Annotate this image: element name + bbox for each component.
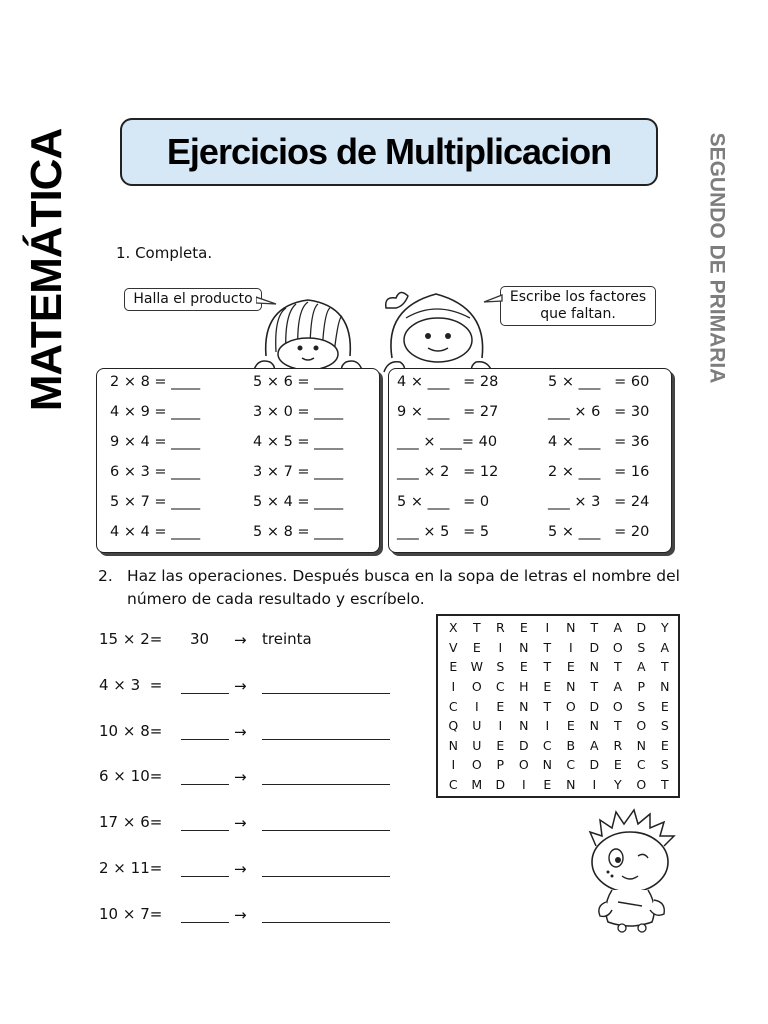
word-search-letter[interactable]: Y — [660, 620, 669, 636]
word-search-letter[interactable]: W — [470, 659, 483, 675]
word-search-letter[interactable]: T — [543, 698, 552, 714]
factor-exercise-right-4: 2 × ___ = 16 — [548, 464, 650, 480]
word-search-letter[interactable]: E — [496, 698, 505, 714]
word-search-letter[interactable]: V — [449, 639, 458, 655]
word-search-letter[interactable]: N — [636, 737, 646, 753]
word-search-letter[interactable]: E — [496, 737, 505, 753]
product-exercise-right-5: 5 × 4 = ____ — [253, 494, 344, 510]
arrow-right-icon: → — [234, 860, 247, 878]
side-label-grade — [694, 132, 738, 384]
operation-text: 10 × 7= — [99, 904, 163, 923]
word-search-letter[interactable]: T — [472, 620, 481, 636]
word-search-letter[interactable]: T — [660, 777, 669, 793]
product-exercise-right-3: 4 × 5 = ____ — [253, 434, 344, 450]
word-search-letter[interactable]: O — [612, 698, 623, 714]
word-search-letter[interactable]: C — [542, 737, 552, 753]
word-search-letter[interactable]: S — [660, 718, 669, 734]
factor-exercise-right-6: 5 × ___ = 20 — [548, 524, 650, 540]
word-search-letter[interactable]: E — [519, 659, 528, 675]
word-search-letter[interactable]: N — [448, 737, 458, 753]
result-blank[interactable] — [181, 784, 229, 785]
word-search-letter[interactable]: S — [637, 639, 646, 655]
word-search-letter[interactable]: C — [495, 679, 505, 695]
word-search-letter[interactable]: R — [495, 620, 505, 636]
arrow-right-icon: → — [234, 814, 247, 833]
word-search-letter[interactable]: I — [521, 777, 526, 793]
product-exercise-left-1: 2 × 8 = ____ — [110, 374, 201, 390]
arrow-right-icon: → — [234, 676, 247, 695]
title-banner — [120, 118, 658, 186]
word-search-letter[interactable]: S — [637, 698, 646, 714]
result-value: 30 — [190, 630, 210, 648]
bubble-right-line1: Escribe los factores — [509, 289, 647, 305]
word-search-letter[interactable]: D — [589, 698, 600, 714]
word-search-letter[interactable]: I — [498, 718, 503, 734]
factor-exercise-left-1: 4 × ___ = 28 — [397, 374, 499, 390]
word-search-letter[interactable]: A — [613, 620, 623, 636]
word-search-letter[interactable]: N — [589, 659, 599, 675]
subject-label: MATEMÁTICA — [22, 128, 71, 412]
factor-exercise-left-3: ___ × ___= 40 — [397, 434, 498, 450]
word-search-letter[interactable]: N — [589, 718, 599, 734]
word-blank[interactable] — [262, 739, 390, 740]
word-search-letter[interactable]: U — [472, 718, 482, 734]
word-search-letter[interactable]: I — [474, 698, 479, 714]
word-search-letter[interactable]: E — [472, 639, 481, 655]
question-1-label: 1. Completa. — [116, 244, 213, 262]
word-search-letter[interactable]: E — [519, 620, 528, 636]
word-search-letter[interactable]: T — [543, 639, 552, 655]
word-search-letter[interactable]: A — [590, 737, 599, 753]
word-search-letter[interactable]: O — [636, 777, 647, 793]
operation-text: 17 × 6= — [99, 813, 163, 832]
girl-peeking-icon — [378, 278, 498, 374]
result-blank[interactable] — [181, 876, 229, 877]
arrow-right-icon: → — [234, 768, 247, 787]
word-search-letter[interactable]: E — [543, 777, 552, 793]
result-blank[interactable] — [181, 739, 229, 740]
word-search-letter[interactable]: A — [660, 639, 670, 655]
word-search-letter[interactable]: P — [637, 679, 646, 695]
child-cartoon-icon — [582, 806, 680, 934]
word-search-letter[interactable]: O — [471, 679, 482, 695]
factor-exercise-left-2: 9 × ___ = 27 — [397, 404, 499, 420]
product-exercise-left-4: 6 × 3 = ____ — [110, 464, 201, 480]
product-exercise-right-6: 5 × 8 = ____ — [253, 524, 344, 540]
word-search-letter[interactable]: T — [590, 620, 599, 636]
word-search-letter[interactable]: I — [592, 777, 597, 793]
word-search-letter[interactable]: D — [589, 757, 600, 773]
word-search-letter[interactable]: E — [566, 718, 575, 734]
word-search-letter[interactable]: N — [519, 698, 529, 714]
factor-exercise-left-4: ___ × 2 = 12 — [397, 464, 499, 480]
word-blank[interactable] — [262, 830, 390, 831]
word-search-letter[interactable]: D — [495, 777, 506, 793]
word-search-letter[interactable]: R — [613, 737, 623, 753]
word-search-letter[interactable]: N — [566, 777, 576, 793]
word-blank[interactable] — [262, 876, 390, 877]
word-search-letter[interactable]: I — [545, 718, 550, 734]
word-search-letter[interactable]: N — [519, 639, 529, 655]
word-search-letter[interactable]: D — [518, 737, 529, 753]
word-search-letter[interactable]: A — [613, 679, 623, 695]
word-search-letter[interactable]: S — [496, 659, 505, 675]
word-search-letter[interactable]: E — [613, 757, 622, 773]
operation-text: 10 × 8= — [99, 721, 163, 740]
word-search-letter[interactable]: N — [566, 620, 576, 636]
product-exercise-left-3: 9 × 4 = ____ — [110, 434, 201, 450]
factor-exercise-right-5: ___ × 3 = 24 — [548, 494, 650, 510]
product-exercise-right-4: 3 × 7 = ____ — [253, 464, 344, 480]
product-exercise-left-6: 4 × 4 = ____ — [110, 524, 201, 540]
question-2-text: Haz las operaciones. Después busca en la sopa de letras el nombre del número de cada resultado y escríbelo. — [127, 567, 680, 608]
word-search-letter[interactable]: T — [660, 659, 669, 675]
word-search-letter[interactable]: I — [568, 639, 573, 655]
product-exercise-left-5: 5 × 7 = ____ — [110, 494, 201, 510]
word-search-letter[interactable]: E — [449, 659, 458, 675]
factor-exercise-right-1: 5 × ___ = 60 — [548, 374, 650, 390]
grade-label: SEGUNDO DE PRIMARIA — [705, 132, 729, 384]
word-search-letter[interactable]: I — [451, 757, 456, 773]
arrow-right-icon: → — [234, 631, 247, 649]
word-search-letter[interactable]: T — [543, 659, 552, 675]
arrow-right-icon: → — [234, 722, 247, 741]
word-search-letter[interactable]: O — [612, 639, 623, 655]
word-search-letter[interactable]: C — [636, 757, 646, 773]
boy-peeking-icon — [252, 296, 364, 374]
word-search-letter[interactable]: E — [566, 659, 575, 675]
word-search-letter[interactable]: X — [449, 620, 458, 636]
word-search-letter[interactable]: D — [636, 620, 647, 636]
word-search-letter[interactable]: D — [589, 639, 600, 655]
word-search-letter[interactable]: T — [590, 679, 599, 695]
word-search-letter[interactable]: N — [542, 757, 552, 773]
factor-exercise-left-6: ___ × 5 = 5 — [397, 524, 490, 540]
word-search-letter[interactable]: N — [660, 679, 670, 695]
arrow-right-icon: → — [234, 905, 247, 924]
operation-text: 6 × 10= — [99, 767, 163, 786]
result-blank[interactable] — [181, 693, 229, 694]
bubble-right-line2: que faltan. — [540, 306, 616, 322]
word-search-letter[interactable]: C — [448, 698, 458, 714]
operation-text: 2 × 11= — [99, 859, 163, 877]
word-search-letter[interactable]: O — [471, 757, 482, 773]
speech-bubble-left — [124, 288, 262, 311]
result-blank[interactable] — [181, 830, 229, 831]
word-search-letter[interactable]: S — [660, 757, 669, 773]
word-search-letter[interactable]: O — [518, 757, 529, 773]
word-search-letter[interactable]: I — [498, 639, 503, 655]
word-search-letter[interactable]: N — [519, 718, 529, 734]
factor-exercise-left-5: 5 × ___ = 0 — [397, 494, 490, 510]
result-word: treinta — [262, 630, 312, 648]
word-search-letter[interactable]: P — [496, 757, 505, 773]
page-title: Ejercicios de Multiplicacion — [166, 131, 612, 172]
factor-exercise-right-2: ___ × 6 = 30 — [548, 404, 650, 420]
question-2 — [98, 565, 683, 611]
word-search-letter[interactable]: I — [451, 679, 456, 695]
word-search-letter[interactable]: E — [660, 698, 669, 714]
speech-bubble-right — [500, 286, 656, 326]
bubble-left-text: Halla el producto — [133, 291, 253, 307]
word-search-letter[interactable]: E — [543, 679, 552, 695]
factor-exercise-right-3: 4 × ___ = 36 — [548, 434, 650, 450]
operation-text: 15 × 2= — [99, 630, 163, 648]
word-search-letter[interactable]: U — [472, 737, 482, 753]
word-search-letter[interactable]: E — [660, 737, 669, 753]
word-search-letter[interactable]: O — [636, 718, 647, 734]
word-search-letter[interactable]: B — [566, 737, 576, 753]
operation-text: 4 × 3 = — [99, 675, 163, 694]
word-blank[interactable] — [262, 784, 390, 785]
word-search-letter[interactable]: N — [566, 679, 576, 695]
word-search-letter[interactable]: C — [566, 757, 576, 773]
word-search-letter[interactable]: T — [613, 718, 622, 734]
word-blank[interactable] — [262, 693, 390, 694]
word-search-letter[interactable]: M — [471, 777, 483, 793]
word-search-letter[interactable]: Y — [613, 777, 622, 793]
word-search-grid — [436, 614, 680, 798]
side-label-subject — [20, 128, 74, 412]
product-exercise-left-2: 4 × 9 = ____ — [110, 404, 201, 420]
product-exercise-right-2: 3 × 0 = ____ — [253, 404, 344, 420]
result-blank[interactable] — [181, 922, 229, 923]
word-search-letter[interactable]: H — [519, 679, 529, 695]
word-search-letter[interactable]: T — [613, 659, 622, 675]
word-search-letter[interactable]: O — [565, 698, 576, 714]
word-search-letter[interactable]: I — [545, 620, 550, 636]
word-search-letter[interactable]: C — [448, 777, 458, 793]
word-blank[interactable] — [262, 922, 390, 923]
word-search-letter[interactable]: Q — [448, 718, 459, 734]
word-search-letter[interactable]: A — [637, 659, 646, 675]
product-exercise-right-1: 5 × 6 = ____ — [253, 374, 344, 390]
question-2-number: 2. — [98, 567, 113, 585]
